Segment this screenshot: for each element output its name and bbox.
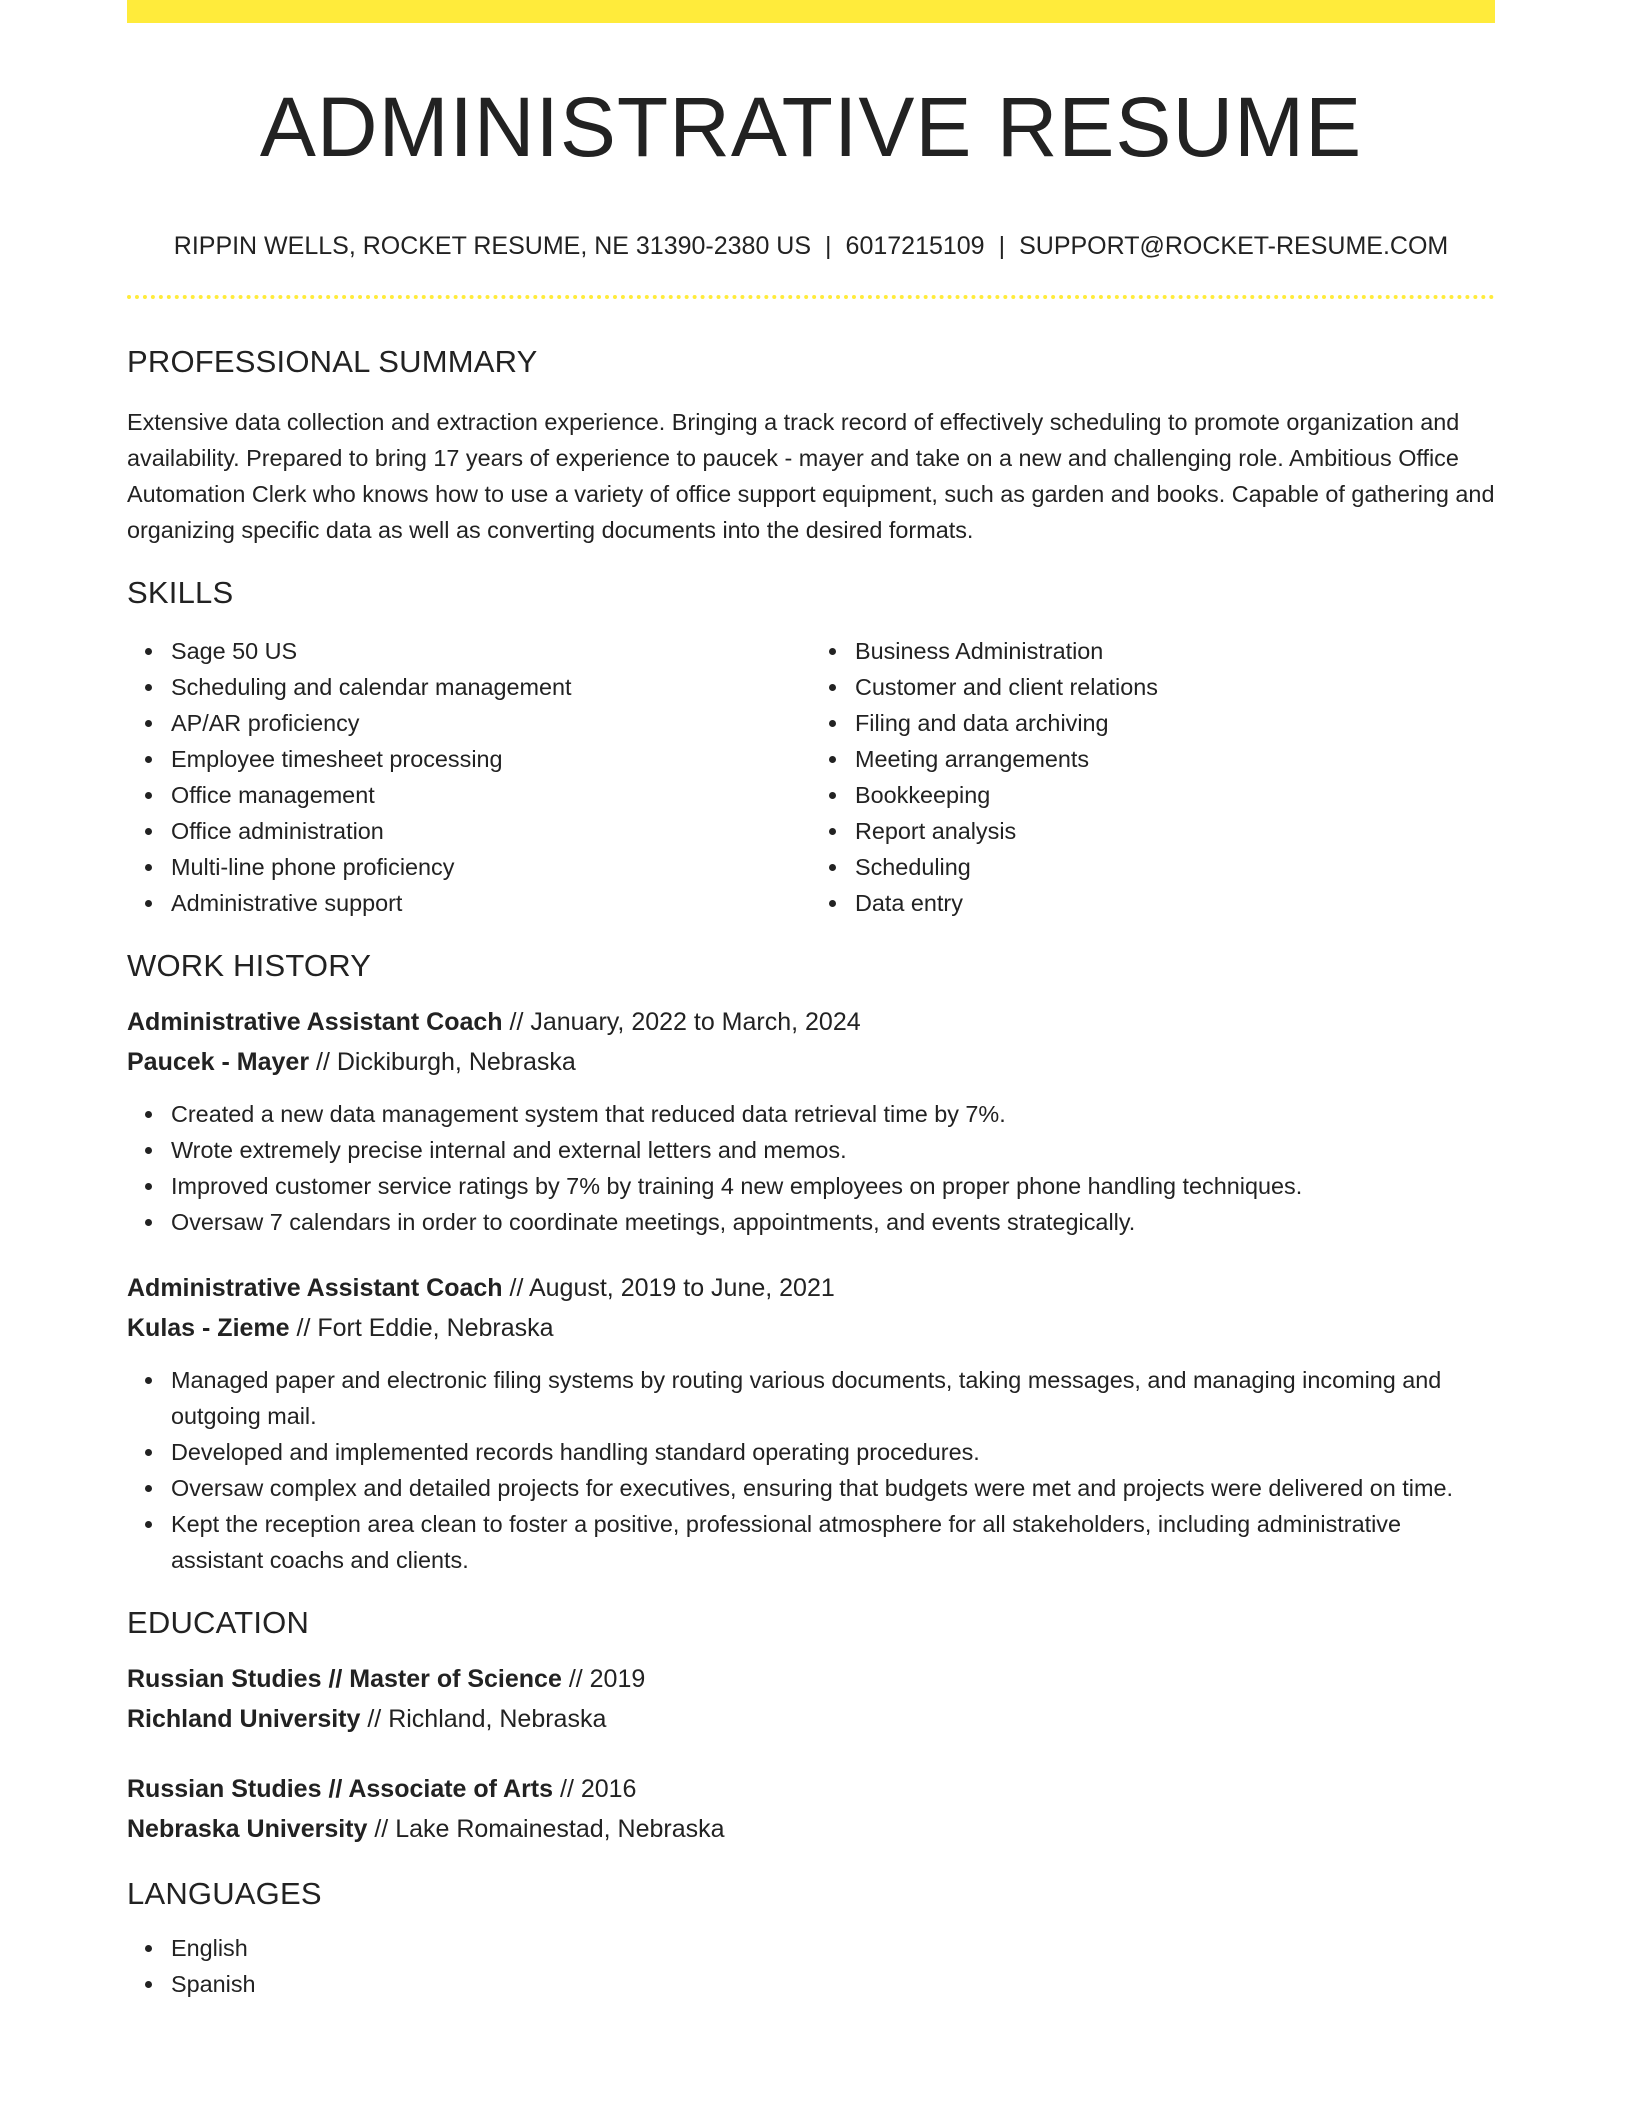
job-bullets <box>127 1362 1495 1578</box>
skill-item: Office administration <box>171 813 811 849</box>
job-bullet: Developed and implemented records handling standard operating procedures. <box>171 1434 1495 1470</box>
education-entry <box>127 1659 1495 1739</box>
job-bullets <box>127 1096 1495 1240</box>
skill-item: Scheduling and calendar management <box>171 669 811 705</box>
contact-separator: | <box>825 232 832 261</box>
skill-item: Data entry <box>855 885 1495 921</box>
job-bullet: Managed paper and electronic filing systems by routing various documents, taking messages, and managing incoming and outgoing mail. <box>171 1362 1495 1434</box>
skill-item: Employee timesheet processing <box>171 741 811 777</box>
job-bullet: Wrote extremely precise internal and external letters and memos. <box>171 1132 1495 1168</box>
skill-item: Customer and client relations <box>855 669 1495 705</box>
summary-text: Extensive data collection and extraction experience. Bringing a track record of effectively scheduling to promote organization and availability. Prepared to bring 17 years of experience to paucek - mayer and take on a new and challenging role. Ambitious Office Automation Clerk who knows how to use a variety of office support equipment, such as garden and books. Capable of gathering and organizing specific data as well as converting documents into the desired formats. <box>127 408 1495 543</box>
job-entry <box>127 1268 1495 1578</box>
skill-item: Report analysis <box>855 813 1495 849</box>
job-bullet: Oversaw 7 calendars in order to coordinate meetings, appointments, and events strategically. <box>171 1204 1495 1240</box>
education-degree-line <box>127 1659 1495 1699</box>
skills-list-left <box>127 633 811 921</box>
education-location: // Lake Romainestad, Nebraska <box>367 1815 725 1844</box>
job-title: Administrative Assistant Coach <box>127 1007 503 1036</box>
job-company-line <box>127 1308 1495 1348</box>
education-location: // Richland, Nebraska <box>360 1705 607 1734</box>
job-title-line <box>127 1268 1495 1308</box>
education-heading: EDUCATION <box>127 1604 310 1640</box>
job-bullet: Kept the reception area clean to foster a positive, professional atmosphere for all stakeholders, including administrative assistant coachs and clients. <box>171 1506 1495 1578</box>
job-location: // Dickiburgh, Nebraska <box>309 1047 576 1076</box>
job-dates: // August, 2019 to June, 2021 <box>502 1273 835 1302</box>
job-company: Kulas - Zieme <box>127 1313 290 1342</box>
job-bullet: Created a new data management system that reduced data retrieval time by 7%. <box>171 1096 1495 1132</box>
skills-columns <box>127 633 1495 921</box>
education-degree: Russian Studies // Master of Science <box>127 1665 562 1694</box>
skill-item: Meeting arrangements <box>855 741 1495 777</box>
skill-item: Scheduling <box>855 849 1495 885</box>
contact-separator: | <box>998 232 1006 261</box>
job-entry <box>127 1002 1495 1240</box>
job-company: Paucek - Mayer <box>127 1047 310 1076</box>
top-accent-bar <box>127 0 1495 23</box>
job-bullet: Improved customer service ratings by 7% by training 4 new employees on proper phone handling techniques. <box>171 1168 1495 1204</box>
page-title: ADMINISTRATIVE RESUME <box>259 80 1363 174</box>
education-degree: Russian Studies // Associate of Arts <box>127 1775 554 1804</box>
education-school-line <box>127 1809 1495 1849</box>
job-title-line <box>127 1002 1495 1042</box>
education-entry <box>127 1769 1495 1849</box>
contact-address: RIPPIN WELLS, ROCKET RESUME, NE 31390-2380 US <box>173 232 812 261</box>
skills-list-right <box>811 633 1495 921</box>
job-dates: // January, 2022 to March, 2024 <box>502 1007 861 1036</box>
education-school-line <box>127 1699 1495 1739</box>
job-company-line <box>127 1042 1495 1082</box>
language-item: Spanish <box>171 1966 1495 2002</box>
education-degree-line <box>127 1769 1495 1809</box>
languages-heading: LANGUAGES <box>127 1876 322 1912</box>
job-location: // Fort Eddie, Nebraska <box>289 1313 554 1342</box>
education-year: // 2016 <box>553 1775 637 1804</box>
skill-item: Business Administration <box>855 633 1495 669</box>
languages-list <box>127 1930 1495 2002</box>
skill-item: Sage 50 US <box>171 633 811 669</box>
job-bullet: Oversaw complex and detailed projects for executives, ensuring that budgets were met and projects were delivered on time. <box>171 1470 1495 1506</box>
skill-item: Office management <box>171 777 811 813</box>
skill-item: AP/AR proficiency <box>171 705 811 741</box>
contact-phone: 6017215109 <box>845 232 985 261</box>
language-item: English <box>171 1930 1495 1966</box>
dotted-divider <box>127 295 1495 299</box>
summary-heading: PROFESSIONAL SUMMARY <box>127 344 538 380</box>
job-title: Administrative Assistant Coach <box>127 1273 503 1302</box>
education-school: Richland University <box>127 1705 361 1734</box>
skill-item: Multi-line phone proficiency <box>171 849 811 885</box>
education-year: // 2019 <box>561 1665 646 1694</box>
skills-heading: SKILLS <box>127 574 234 610</box>
skill-item: Filing and data archiving <box>855 705 1495 741</box>
work-history-heading: WORK HISTORY <box>127 947 372 983</box>
contact-line <box>127 231 1495 261</box>
skill-item: Administrative support <box>171 885 811 921</box>
contact-email: SUPPORT@ROCKET-RESUME.COM <box>1019 232 1449 261</box>
skill-item: Bookkeeping <box>855 777 1495 813</box>
education-school: Nebraska University <box>127 1815 368 1844</box>
resume-content <box>127 0 1495 2002</box>
